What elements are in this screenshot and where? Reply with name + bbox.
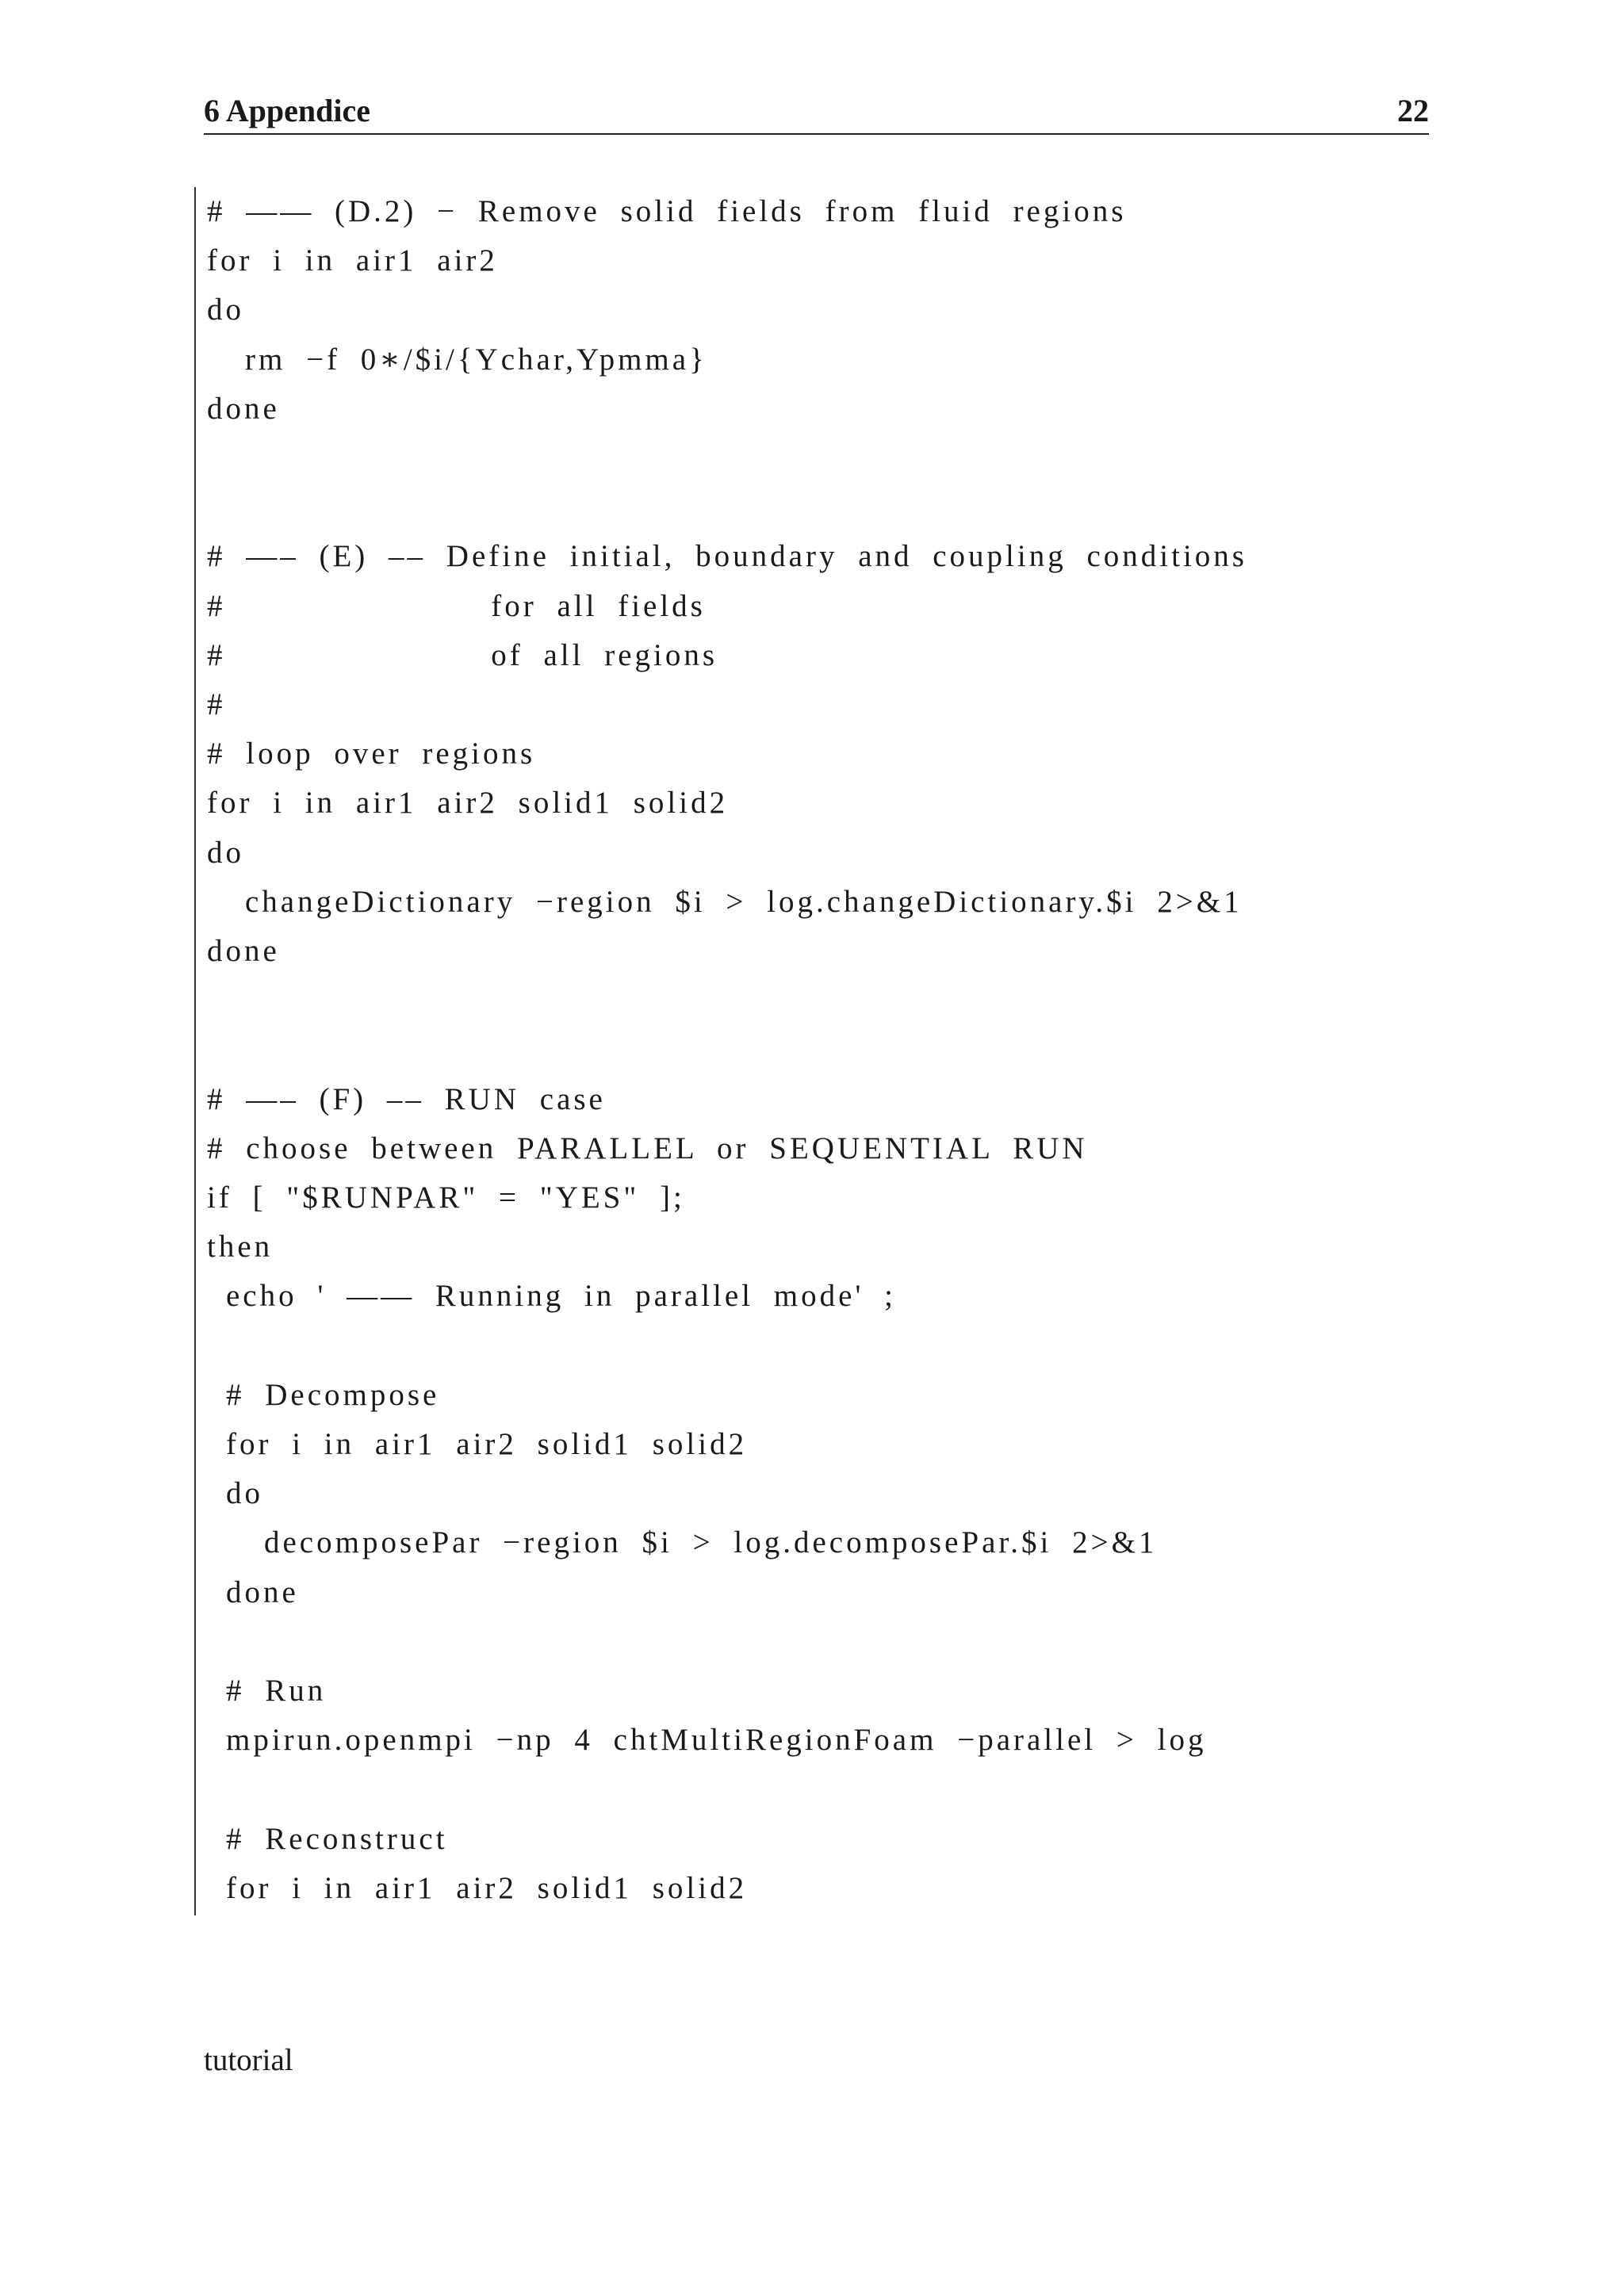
code-line: echo ' —— Running in parallel mode' ; xyxy=(226,1279,897,1314)
code-line: # Decompose xyxy=(226,1377,440,1412)
code-line: do xyxy=(207,293,244,327)
code-line: done xyxy=(207,934,280,968)
section-title: 6 Appendice xyxy=(204,93,371,128)
code-line: # of all regions xyxy=(207,637,718,672)
code-line: # loop over regions xyxy=(207,737,536,771)
code-line: mpirun.openmpi −np 4 chtMultiRegionFoam −parallel > log xyxy=(226,1723,1207,1758)
code-line: # xyxy=(207,687,226,721)
code-line: changeDictionary −region $i > log.changeDictionary.$i 2>&1 xyxy=(245,884,1243,919)
code-line: # —– (E) –– Define initial, boundary and coupling conditions xyxy=(207,539,1247,574)
code-line: do xyxy=(207,835,244,870)
code-line: # Run xyxy=(226,1674,327,1708)
code-line: done xyxy=(207,391,280,426)
code-line: # Reconstruct xyxy=(226,1821,448,1856)
code-line: for i in air1 air2 solid1 solid2 xyxy=(226,1427,748,1461)
code-line: then xyxy=(207,1230,274,1265)
code-line: done xyxy=(226,1575,299,1609)
code-line: # —— (D.2) − Remove solid fields from fluid regions xyxy=(207,194,1127,228)
code-line: if [ "$RUNPAR" = "YES" ]; xyxy=(207,1181,685,1215)
footer-label: tutorial xyxy=(204,2043,293,2077)
code-line: do xyxy=(226,1476,263,1511)
code-line: for i in air1 air2 xyxy=(207,243,498,278)
code-listing xyxy=(194,187,1465,1915)
page-number: 22 xyxy=(1397,93,1429,128)
code-line: for i in air1 air2 solid1 solid2 xyxy=(207,786,729,821)
code-line: rm −f 0∗/$i/{Ychar,Ypmma} xyxy=(245,342,707,377)
code-line: # choose between PARALLEL or SEQUENTIAL RUN xyxy=(207,1131,1088,1165)
code-line: decomposePar −region $i > log.decomposePar.$i 2>&1 xyxy=(264,1525,1158,1560)
page-header xyxy=(204,89,1429,135)
code-line: # for all fields xyxy=(207,588,706,623)
code-line: # —– (F) –– RUN case xyxy=(207,1081,606,1116)
code-line: for i in air1 air2 solid1 solid2 xyxy=(226,1870,748,1905)
